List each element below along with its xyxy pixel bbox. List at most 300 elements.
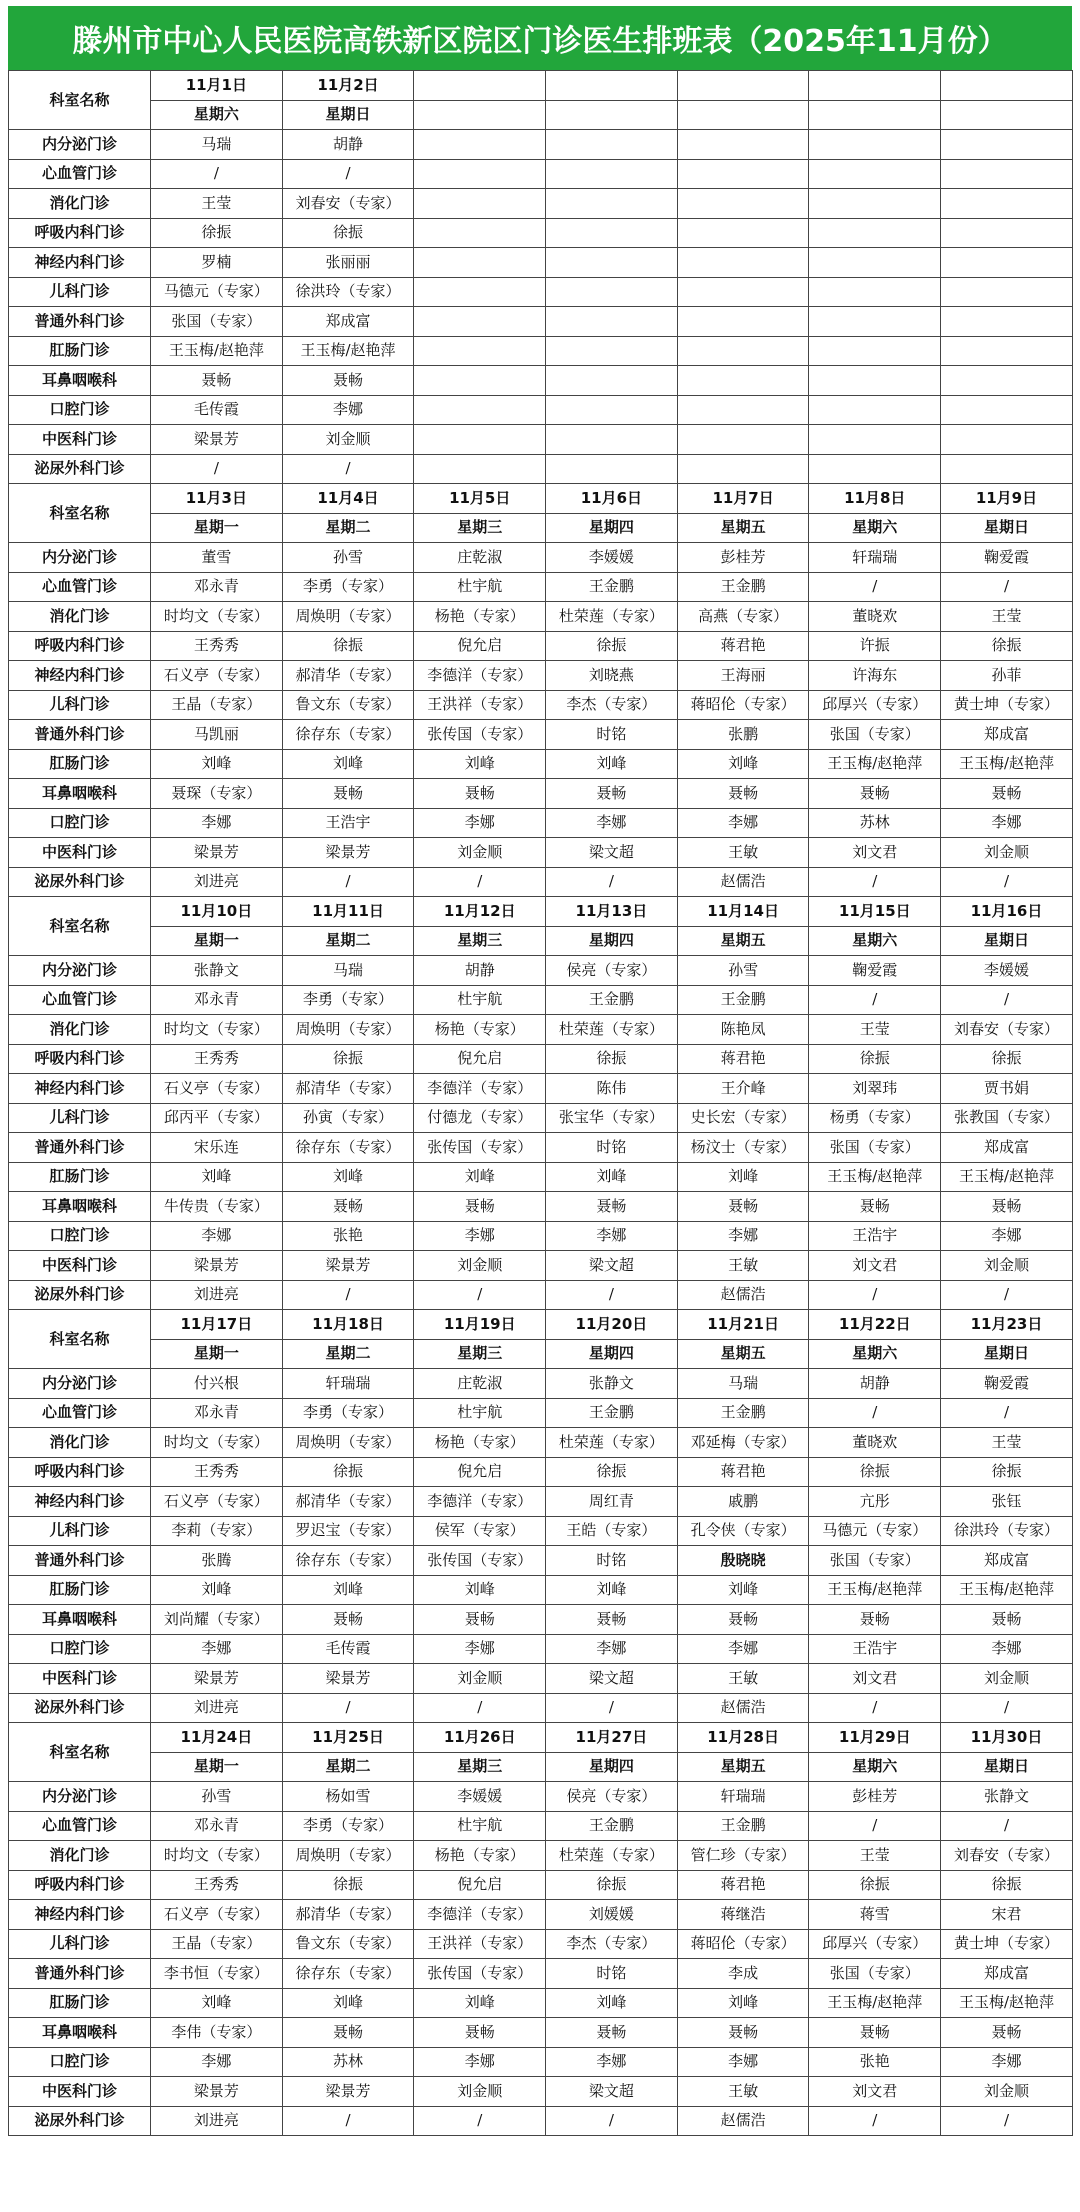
doctor-cell: 鞠爱霞 [941,543,1073,573]
doctor-cell [677,159,809,189]
weekday-cell: 星期日 [282,100,414,130]
doctor-cell: 张丽丽 [282,248,414,278]
dept-name-cell: 神经内科门诊 [9,661,151,691]
doctor-cell: 刘春安（专家） [282,189,414,219]
doctor-cell [809,336,941,366]
doctor-cell: 徐振 [941,1457,1073,1487]
doctor-cell: 王秀秀 [151,631,283,661]
doctor-cell: / [941,1693,1073,1723]
date-cell: 11月30日 [941,1723,1073,1753]
doctor-cell [546,248,678,278]
doctor-cell: 聂畅 [414,1192,546,1222]
date-cell: 11月16日 [941,897,1073,927]
doctor-cell: 张艳 [809,2047,941,2077]
weekday-cell: 星期四 [546,1752,678,1782]
doctor-cell: / [546,2106,678,2136]
doctor-cell: 毛传霞 [151,395,283,425]
doctor-cell: 李娜 [151,2047,283,2077]
doctor-cell: 侯亮（专家） [546,1782,678,1812]
doctor-cell [941,130,1073,160]
doctor-cell [809,454,941,484]
doctor-cell: 倪允启 [414,1044,546,1074]
table-row [9,1516,1073,1546]
doctor-cell [546,130,678,160]
doctor-cell: 王洪祥（专家） [414,1929,546,1959]
doctor-cell: 聂畅 [677,779,809,809]
doctor-cell: 杜宇航 [414,1811,546,1841]
doctor-cell [941,218,1073,248]
doctor-cell [941,425,1073,455]
doctor-cell [809,189,941,219]
doctor-cell: 周红青 [546,1487,678,1517]
weekday-cell: 星期三 [414,1339,546,1369]
table-row [9,720,1073,750]
week-date-row [9,71,1073,101]
doctor-cell: 石义亭（专家） [151,1487,283,1517]
doctor-cell: 聂畅 [282,1605,414,1635]
dept-name-cell: 心血管门诊 [9,985,151,1015]
doctor-cell: 梁景芳 [282,2077,414,2107]
dept-name-cell: 儿科门诊 [9,277,151,307]
doctor-cell: 李德洋（专家） [414,661,546,691]
doctor-cell: 亢彤 [809,1487,941,1517]
table-row [9,218,1073,248]
doctor-cell: 时均文（专家） [151,1841,283,1871]
doctor-cell: 刘金顺 [414,838,546,868]
doctor-cell [546,277,678,307]
doctor-cell: 郝清华（专家） [282,1487,414,1517]
doctor-cell: 王海丽 [677,661,809,691]
doctor-cell: 王玉梅/赵艳萍 [941,1575,1073,1605]
date-cell: 11月21日 [677,1310,809,1340]
dept-name-cell: 泌尿外科门诊 [9,2106,151,2136]
doctor-cell: 李娜 [151,808,283,838]
doctor-cell: 许海东 [809,661,941,691]
doctor-cell: 徐振 [809,1457,941,1487]
doctor-cell: 聂畅 [677,2018,809,2048]
doctor-cell: 李媛媛 [414,1782,546,1812]
doctor-cell: 刘文君 [809,838,941,868]
doctor-cell: 徐振 [546,1044,678,1074]
doctor-cell: 李德洋（专家） [414,1900,546,1930]
doctor-cell: 李媛媛 [546,543,678,573]
dept-name-cell: 泌尿外科门诊 [9,1280,151,1310]
doctor-cell: 张钰 [941,1487,1073,1517]
date-cell: 11月7日 [677,484,809,514]
dept-name-cell: 泌尿外科门诊 [9,1693,151,1723]
weekday-cell: 星期一 [151,513,283,543]
doctor-cell: 刘春安（专家） [941,1015,1073,1045]
doctor-cell: 王晶（专家） [151,1929,283,1959]
doctor-cell: 李莉（专家） [151,1516,283,1546]
doctor-cell: 陈艳凤 [677,1015,809,1045]
doctor-cell: / [282,1280,414,1310]
doctor-cell: 牛传贵（专家） [151,1192,283,1222]
doctor-cell: 郝清华（专家） [282,1074,414,1104]
date-cell: 11月4日 [282,484,414,514]
doctor-cell: 蒋继浩 [677,1900,809,1930]
weekday-cell: 星期三 [414,926,546,956]
doctor-cell: 马瑞 [677,1369,809,1399]
doctor-cell: 王玉梅/赵艳萍 [809,1575,941,1605]
dept-name-cell: 普通外科门诊 [9,307,151,337]
weekday-cell: 星期一 [151,1339,283,1369]
doctor-cell: 张传国（专家） [414,1133,546,1163]
doctor-cell: 倪允启 [414,1870,546,1900]
doctor-cell [414,307,546,337]
doctor-cell: 张国（专家） [151,307,283,337]
doctor-cell: / [546,1280,678,1310]
doctor-cell: 王晶（专家） [151,690,283,720]
doctor-cell: 李娜 [677,808,809,838]
doctor-cell [414,336,546,366]
doctor-cell [941,366,1073,396]
dept-name-cell: 肛肠门诊 [9,1162,151,1192]
doctor-cell: 徐洪玲（专家） [941,1516,1073,1546]
doctor-cell: 邱厚兴（专家） [809,1929,941,1959]
weekday-cell: 星期二 [282,926,414,956]
doctor-cell: 邓永青 [151,985,283,1015]
doctor-cell: 徐振 [809,1870,941,1900]
doctor-cell: 梁景芳 [282,1251,414,1281]
dept-name-cell: 内分泌门诊 [9,543,151,573]
table-row [9,1133,1073,1163]
doctor-cell: 石义亭（专家） [151,661,283,691]
dept-name-cell: 儿科门诊 [9,1929,151,1959]
table-row [9,307,1073,337]
doctor-cell: 郑成富 [941,1959,1073,1989]
doctor-cell: / [809,867,941,897]
date-cell: 11月23日 [941,1310,1073,1340]
doctor-cell: 时均文（专家） [151,1015,283,1045]
table-row [9,454,1073,484]
doctor-cell: / [941,1280,1073,1310]
doctor-cell: 张传国（专家） [414,720,546,750]
dept-name-cell: 儿科门诊 [9,690,151,720]
table-row [9,1457,1073,1487]
doctor-cell: 聂畅 [282,1192,414,1222]
doctor-cell [546,307,678,337]
doctor-cell: 时均文（专家） [151,1428,283,1458]
doctor-cell: 刘峰 [151,1575,283,1605]
doctor-cell: 杨勇（专家） [809,1103,941,1133]
doctor-cell: 马瑞 [282,956,414,986]
doctor-cell: 李德洋（专家） [414,1487,546,1517]
weekday-cell: 星期四 [546,513,678,543]
doctor-cell [677,218,809,248]
dept-header-cell: 科室名称 [9,1310,151,1369]
table-row [9,1487,1073,1517]
date-cell: 11月20日 [546,1310,678,1340]
doctor-cell: 李娜 [414,1221,546,1251]
doctor-cell: 罗楠 [151,248,283,278]
doctor-cell: 王玉梅/赵艳萍 [809,1988,941,2018]
table-row [9,2047,1073,2077]
doctor-cell: 徐存东（专家） [282,1959,414,1989]
doctor-cell: 王玉梅/赵艳萍 [941,1162,1073,1192]
doctor-cell: 邱丙平（专家） [151,1103,283,1133]
doctor-cell: 周焕明（专家） [282,1015,414,1045]
date-cell: 11月3日 [151,484,283,514]
doctor-cell: 王莹 [941,1428,1073,1458]
dept-name-cell: 内分泌门诊 [9,130,151,160]
doctor-cell: 刘金顺 [941,2077,1073,2107]
doctor-cell: 杨艳（专家） [414,1015,546,1045]
doctor-cell: 刘文君 [809,1251,941,1281]
doctor-cell: 梁景芳 [151,2077,283,2107]
doctor-cell: 李娜 [151,1221,283,1251]
doctor-cell: 聂畅 [282,2018,414,2048]
date-cell: 11月12日 [414,897,546,927]
doctor-cell: 苏林 [809,808,941,838]
date-cell [414,71,546,101]
doctor-cell: 李娜 [546,808,678,838]
doctor-cell: 刘峰 [546,749,678,779]
doctor-cell: 王玉梅/赵艳萍 [809,749,941,779]
doctor-cell [414,277,546,307]
doctor-cell: 张教国（专家） [941,1103,1073,1133]
doctor-cell: 邓永青 [151,1398,283,1428]
doctor-cell: 彭桂芳 [677,543,809,573]
doctor-cell: 张静文 [941,1782,1073,1812]
doctor-cell: 苏林 [282,2047,414,2077]
week-weekday-row [9,513,1073,543]
doctor-cell: 王洪祥（专家） [414,690,546,720]
doctor-cell: / [546,867,678,897]
doctor-cell: 梁文超 [546,2077,678,2107]
doctor-cell: 刘峰 [677,749,809,779]
table-row [9,2018,1073,2048]
weekday-cell [546,100,678,130]
weekday-cell: 星期六 [809,926,941,956]
dept-name-cell: 消化门诊 [9,1841,151,1871]
doctor-cell: / [282,2106,414,2136]
doctor-cell [546,159,678,189]
table-row [9,1664,1073,1694]
dept-name-cell: 呼吸内科门诊 [9,1457,151,1487]
doctor-cell: 李勇（专家） [282,1398,414,1428]
doctor-cell: 王浩宇 [809,1634,941,1664]
doctor-cell: 聂畅 [282,779,414,809]
doctor-cell: 刘文君 [809,1664,941,1694]
table-row [9,130,1073,160]
doctor-cell: 王敏 [677,1664,809,1694]
week-date-row [9,1310,1073,1340]
doctor-cell: 李杰（专家） [546,690,678,720]
table-row [9,1870,1073,1900]
doctor-cell [414,130,546,160]
doctor-cell: 梁文超 [546,1251,678,1281]
doctor-cell: 王玉梅/赵艳萍 [941,1988,1073,2018]
doctor-cell: 蒋君艳 [677,1870,809,1900]
doctor-cell: 邓永青 [151,1811,283,1841]
doctor-cell: 梁景芳 [282,1664,414,1694]
weekday-cell: 星期日 [941,926,1073,956]
doctor-cell: 王秀秀 [151,1457,283,1487]
doctor-cell: 李娜 [414,2047,546,2077]
doctor-cell: 蒋君艳 [677,1457,809,1487]
dept-name-cell: 呼吸内科门诊 [9,1044,151,1074]
doctor-cell: / [941,2106,1073,2136]
doctor-cell: 董晓欢 [809,602,941,632]
table-row [9,159,1073,189]
dept-name-cell: 中医科门诊 [9,425,151,455]
doctor-cell [414,189,546,219]
doctor-cell: 李娜 [941,2047,1073,2077]
doctor-cell [677,277,809,307]
doctor-cell: 徐振 [282,1457,414,1487]
doctor-cell: 徐振 [941,1044,1073,1074]
doctor-cell: 郑成富 [941,1133,1073,1163]
doctor-cell [677,366,809,396]
dept-name-cell: 耳鼻咽喉科 [9,1192,151,1222]
doctor-cell: 杨艳（专家） [414,1428,546,1458]
doctor-cell: 轩瑞瑞 [809,543,941,573]
dept-name-cell: 耳鼻咽喉科 [9,779,151,809]
doctor-cell: 杜宇航 [414,985,546,1015]
doctor-cell: / [282,1693,414,1723]
doctor-cell: 刘翠玮 [809,1074,941,1104]
table-row [9,248,1073,278]
doctor-cell: 杜荣莲（专家） [546,1841,678,1871]
doctor-cell: 刘金顺 [414,1251,546,1281]
weekday-cell: 星期五 [677,926,809,956]
doctor-cell: 刘春安（专家） [941,1841,1073,1871]
doctor-cell: 聂畅 [809,2018,941,2048]
doctor-cell: 邱厚兴（专家） [809,690,941,720]
doctor-cell: 刘尚耀（专家） [151,1605,283,1635]
doctor-cell: 彭桂芳 [809,1782,941,1812]
doctor-cell [677,425,809,455]
doctor-cell: 郝清华（专家） [282,1900,414,1930]
weekday-cell: 星期二 [282,1339,414,1369]
doctor-cell: 聂畅 [809,1192,941,1222]
doctor-cell: / [414,1280,546,1310]
doctor-cell: 郑成富 [941,720,1073,750]
doctor-cell: 殷晓晓 [677,1546,809,1576]
doctor-cell: 王敏 [677,1251,809,1281]
doctor-cell [809,130,941,160]
dept-name-cell: 心血管门诊 [9,159,151,189]
date-cell: 11月29日 [809,1723,941,1753]
doctor-cell: 李伟（专家） [151,2018,283,2048]
weekday-cell [809,100,941,130]
doctor-cell: 李娜 [151,1634,283,1664]
doctor-cell [414,159,546,189]
doctor-cell: 轩瑞瑞 [282,1369,414,1399]
doctor-cell: 王金鹏 [546,985,678,1015]
doctor-cell [414,395,546,425]
date-cell: 11月17日 [151,1310,283,1340]
dept-name-cell: 中医科门诊 [9,2077,151,2107]
table-row [9,189,1073,219]
dept-name-cell: 口腔门诊 [9,395,151,425]
doctor-cell: / [941,985,1073,1015]
table-row [9,1546,1073,1576]
doctor-cell: 梁文超 [546,838,678,868]
doctor-cell: 张国（专家） [809,720,941,750]
doctor-cell: 庄乾淑 [414,543,546,573]
doctor-cell: 徐振 [282,218,414,248]
doctor-cell: 鞠爱霞 [941,1369,1073,1399]
doctor-cell: 张静文 [151,956,283,986]
doctor-cell: 李德洋（专家） [414,1074,546,1104]
dept-name-cell: 肛肠门诊 [9,1988,151,2018]
doctor-cell: 胡静 [414,956,546,986]
doctor-cell: 徐振 [546,631,678,661]
doctor-cell: 刘峰 [151,1988,283,2018]
weekday-cell [677,100,809,130]
doctor-cell: 黄士坤（专家） [941,1929,1073,1959]
dept-header-cell: 科室名称 [9,897,151,956]
table-row [9,395,1073,425]
date-cell: 11月5日 [414,484,546,514]
dept-name-cell: 神经内科门诊 [9,1487,151,1517]
doctor-cell: 邓延梅（专家） [677,1428,809,1458]
schedule-table [8,70,1073,2136]
date-cell: 11月13日 [546,897,678,927]
dept-name-cell: 中医科门诊 [9,1251,151,1281]
doctor-cell: 聂畅 [546,1192,678,1222]
doctor-cell: 李娜 [414,1634,546,1664]
doctor-cell: 聂畅 [282,366,414,396]
doctor-cell [677,189,809,219]
table-row [9,1782,1073,1812]
doctor-cell: 王金鹏 [677,985,809,1015]
doctor-cell [809,395,941,425]
doctor-cell: 王莹 [809,1841,941,1871]
date-cell: 11月14日 [677,897,809,927]
dept-name-cell: 呼吸内科门诊 [9,1870,151,1900]
table-row [9,543,1073,573]
doctor-cell: 孙雪 [282,543,414,573]
doctor-cell: 聂畅 [941,779,1073,809]
doctor-cell [809,248,941,278]
doctor-cell: / [809,2106,941,2136]
doctor-cell: 徐存东（专家） [282,1133,414,1163]
doctor-cell: 蒋君艳 [677,1044,809,1074]
dept-name-cell: 口腔门诊 [9,2047,151,2077]
doctor-cell: 杨艳（专家） [414,602,546,632]
table-row [9,1575,1073,1605]
doctor-cell: 刘峰 [151,1162,283,1192]
doctor-cell: 时铭 [546,1133,678,1163]
doctor-cell: 聂畅 [809,1605,941,1635]
date-cell: 11月11日 [282,897,414,927]
dept-name-cell: 普通外科门诊 [9,1133,151,1163]
dept-name-cell: 心血管门诊 [9,572,151,602]
doctor-cell: 梁景芳 [151,425,283,455]
doctor-cell: / [414,2106,546,2136]
doctor-cell: 聂畅 [546,779,678,809]
doctor-cell: 徐洪玲（专家） [282,277,414,307]
doctor-cell: 李娜 [941,1221,1073,1251]
table-row [9,779,1073,809]
date-cell: 11月6日 [546,484,678,514]
dept-name-cell: 心血管门诊 [9,1811,151,1841]
table-row [9,1693,1073,1723]
doctor-cell [546,395,678,425]
doctor-cell: 刘峰 [282,1575,414,1605]
doctor-cell: 郝清华（专家） [282,661,414,691]
dept-name-cell: 耳鼻咽喉科 [9,1605,151,1635]
doctor-cell: 胡静 [282,130,414,160]
table-row [9,425,1073,455]
doctor-cell: 王金鹏 [546,1811,678,1841]
table-row [9,1162,1073,1192]
doctor-cell: 刘媛媛 [546,1900,678,1930]
weekday-cell: 星期五 [677,513,809,543]
